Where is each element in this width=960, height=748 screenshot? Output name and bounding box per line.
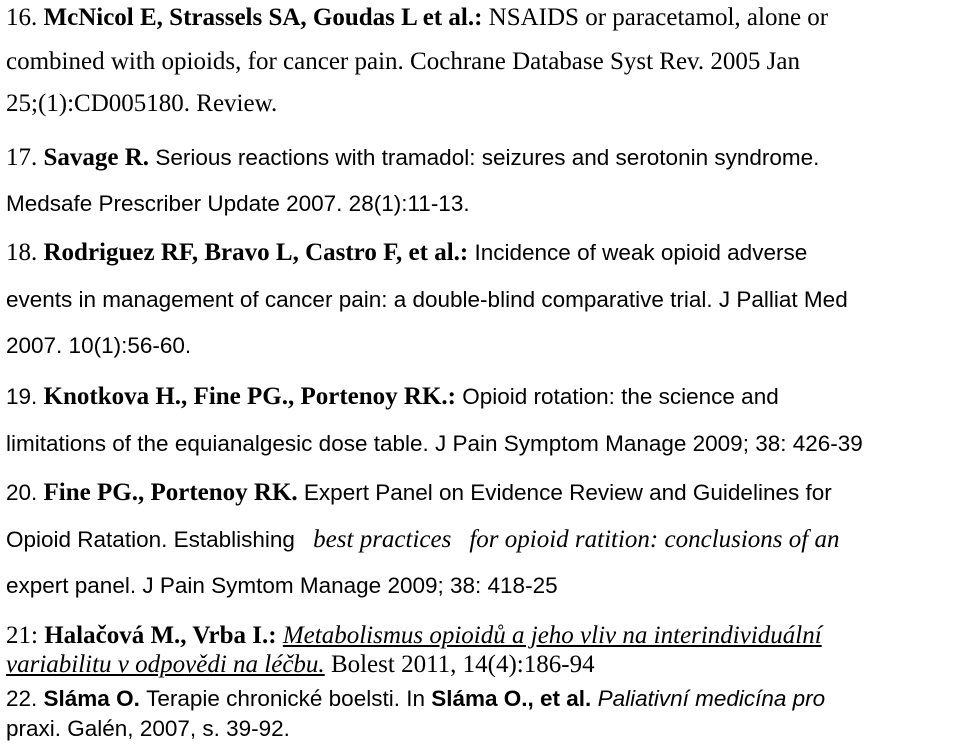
reference-authors: Fine PG., Portenoy RK.	[43, 479, 298, 506]
reference-editors: Sláma O., et al.	[431, 686, 592, 711]
reference-17-line-2: Medsafe Prescriber Update 2007. 28(1):11-13.	[6, 191, 470, 216]
reference-21-line-1	[6, 623, 822, 648]
reference-19-line-1	[6, 384, 779, 409]
reference-number: 19.	[6, 384, 38, 409]
reference-text: Expert Panel on Evidence Review and Guidelines for	[303, 480, 832, 505]
reference-18-line-2: events in management of cancer pain: a double-blind comparative trial. J Palliat Med	[6, 287, 848, 312]
reference-book-title: Paliativní medicína pro	[597, 686, 826, 711]
reference-number: 21:	[6, 622, 38, 649]
reference-text: Terapie chronické boelsti.	[146, 686, 400, 711]
reference-17-line-1	[6, 145, 819, 170]
reference-source: Bolest 2011, 14(4):186-94	[330, 651, 595, 678]
reference-number: 18.	[6, 239, 38, 266]
reference-title: for opioid ratition: conclusions of an	[469, 526, 840, 553]
reference-22-line-2: praxi. Galén, 2007, s. 39-92.	[6, 716, 290, 741]
reference-authors: Savage R.	[43, 144, 150, 171]
reference-number: 17.	[6, 144, 38, 171]
reference-20-line-2	[6, 527, 840, 552]
reference-18-line-3: 2007. 10(1):56-60.	[6, 333, 192, 358]
reference-title: Metabolismus opioidů a jeho vliv na interindividuální	[282, 622, 822, 649]
reference-22-line-1	[6, 686, 825, 711]
reference-authors: McNicol E, Strassels SA, Goudas L et al.:	[43, 4, 483, 31]
reference-16-line-1	[6, 5, 828, 30]
reference-21-line-2	[6, 652, 595, 677]
reference-16-line-2: combined with opioids, for cancer pain. Cochrane Database Syst Rev. 2005 Jan	[6, 48, 801, 75]
reference-text: Opioid Ratation. Establishing	[6, 527, 295, 552]
reference-number: 16.	[6, 4, 38, 31]
reference-19-line-2: limitations of the equianalgesic dose table. J Pain Symptom Manage 2009; 38: 426-39	[6, 431, 863, 456]
reference-20-line-1	[6, 480, 832, 505]
reference-authors: Halačová M., Vrba I.:	[44, 622, 277, 649]
reference-authors: Rodriguez RF, Bravo L, Castro F, et al.:	[43, 239, 469, 266]
reference-text: Opioid rotation: the science and	[462, 384, 779, 409]
reference-number: 22.	[6, 686, 38, 711]
reference-authors: Sláma O.	[43, 686, 140, 711]
reference-authors: Knotkova H., Fine PG., Portenoy RK.:	[43, 383, 457, 410]
reference-16-line-3: 25;(1):CD005180. Review.	[6, 90, 278, 117]
reference-text: Serious reactions with tramadol: seizures and serotonin syndrome.	[155, 145, 820, 170]
reference-18-line-1	[6, 240, 807, 265]
reference-text: Incidence of weak opioid adverse	[474, 240, 808, 265]
reference-number: 20.	[6, 480, 38, 505]
reference-text: NSAIDS or paracetamol, alone or	[488, 4, 829, 31]
reference-20-line-3: expert panel. J Pain Symtom Manage 2009; 38: 418-25	[6, 573, 558, 598]
reference-in: In	[406, 686, 425, 711]
reference-title: variabilitu v odpovědi na léčbu.	[6, 651, 325, 678]
quoted-phrase: best practices	[313, 526, 452, 553]
